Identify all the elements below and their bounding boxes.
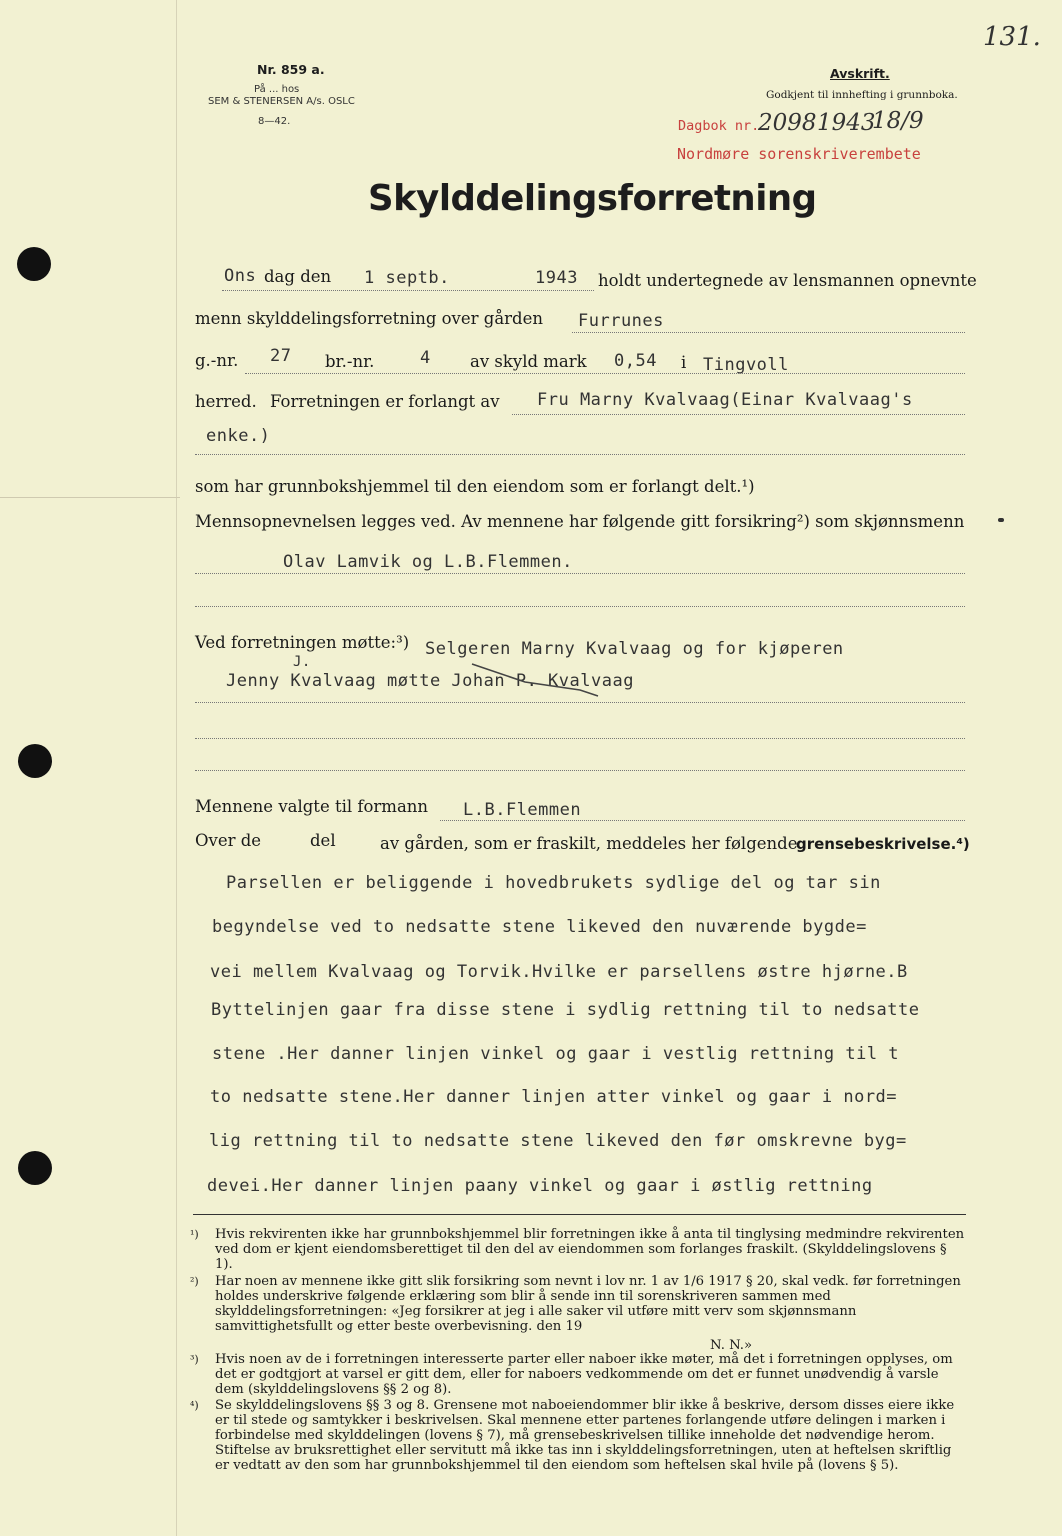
year-value: 1943 [535,268,578,288]
journal-number: 2098 [758,110,817,136]
in-label: i [681,353,687,372]
approval-text: Godkjent til innhefting i grunnboka. [766,89,958,101]
day-label: dag den [264,267,332,286]
copy-label: Avskrift. [830,66,890,81]
margin-line [176,0,177,1536]
fill-line [440,820,965,821]
footnote-marker: ⁴) [190,1399,199,1412]
fold-line [0,497,180,498]
fill-line [512,414,965,415]
journal-year: 1943 [817,110,876,136]
punch-hole [18,744,52,778]
fill-line [195,702,965,703]
fill-line [222,290,594,291]
footnote-text: Hvis rekvirenten ikke har grunnbokshjemmel blir forretningen ikke å anta til tinglysing medmindre rekvirenten ved dom er kjent eiendomsberettiget til den del av eiendommen som forlanges fraskilt. (Skylddelingslovens § 1). [215,1227,965,1272]
description-line: begyndelse ved to nedsatte stene likeved den nuværende bygde= [212,917,867,937]
fill-line [195,573,965,574]
skyld-label: av skyld mark [470,352,587,371]
form-number: Nr. 859 a. [257,62,325,77]
description-line: lig rettning til to nedsatte stene likeved den før omskrevne byg= [209,1131,907,1151]
mark-value: 0,54 [614,351,657,371]
description-line: Parsellen er beliggende i hovedbrukets sydlige del og tar sin [226,873,881,893]
boundary-heading: grensebeskrivelse.⁴) [796,835,970,853]
printer-line: SEM & STENERSEN A/s. OSLC [208,96,355,107]
journal-label: Dagbok nr. [678,118,760,134]
requester-value: Fru Marny Kvalvaag(Einar Kvalvaag's [537,390,913,410]
footnote-separator [193,1214,966,1215]
document-title: Skylddelingsforretning [368,178,817,219]
fill-line [195,738,965,739]
gnr-value: 27 [270,346,292,366]
footnote-marker: ²) [190,1275,199,1288]
footnote-2-signature [710,1338,830,1353]
page-number: 131. [983,22,1041,52]
fill-line [245,373,965,374]
farm-label: menn skylddelingsforretning over gården [195,309,544,328]
footnote-text: Har noen av mennene ikke gitt slik forsikring som nevnt i lov nr. 1 av 1/6 1917 § 20, skal vedk. før forretningen holdes underskrive følgende erklæring som blir å sende inn til sorenskriveren sammen med skylddelingsforretningen: «Jeg forsikrer at jeg i alle saker vil utføre mitt verv som skjønnsmann samvittighetsfullt og etter beste overbevisning. den 19 [215,1274,961,1334]
footnote-marker: ¹) [190,1228,199,1241]
boundary-intro: av gården, som er fraskilt, meddeles her følgende [380,834,798,853]
footnote-2 [190,1274,965,1334]
fill-line [195,454,965,455]
punch-hole [18,1151,52,1185]
fill-line [195,770,965,771]
description-line: stene .Her danner linjen vinkel og gaar i vestlig rettning til t [212,1044,900,1064]
footnote-4 [190,1398,965,1473]
fill-line [195,606,965,607]
punch-hole [17,247,51,281]
description-line: to nedsatte stene.Her danner linjen atter vinkel og gaar i nord= [210,1087,898,1107]
assessors-value: Olav Lamvik og L.B.Flemmen. [283,552,573,572]
bnr-label: br.-nr. [325,352,375,371]
date-value: 1 septb. [364,268,450,288]
title-holder-text: som har grunnbokshjemmel til den eiendom som er forlangt delt.¹) [195,477,755,496]
printer-line: 8—42. [258,116,291,127]
requested-label: Forretningen er forlangt av [270,392,500,411]
inserted-initial: J. [293,654,311,670]
part-label: Over de [195,831,262,850]
description-line: vei mellem Kvalvaag og Torvik.Hvilke er parsellens østre hjørne.B [210,962,908,982]
footnote-1 [190,1227,965,1272]
footnote-text: N. N.» [710,1338,753,1353]
attendance-value: Selgeren Marny Kvalvaag og for kjøperen [425,639,844,659]
chairman-label: Mennene valgte til formann [195,797,429,816]
appointment-text: Mennsopnevnelsen legges ved. Av mennene har følgende gitt forsikring²) som skjønnsmenn [195,512,965,531]
description-line: Byttelinjen gaar fra disse stene i sydlig rettning til to nedsatte [211,1000,920,1020]
farm-value: Furrunes [578,311,664,331]
footnote-text: Hvis noen av de i forretningen interesserte parter eller naboer ikke møter, må det i forretningen opplyses, om det er godtgjort at varsel er gitt dem, eller for naboers vedkommende om det er funnet unødvendig å varsle dem (skylddelingslovens §§ 2 og 8). [215,1352,953,1397]
intro-text: holdt undertegnede av lensmannen opnevnte [598,271,977,290]
part-del-label: del [310,831,336,850]
ink-mark [998,518,1004,522]
requester-value-cont: enke.) [206,426,271,446]
attendance-value-cont: Jenny Kvalvaag møtte Johan P. Kvalvaag [226,671,634,691]
fill-line [572,332,965,333]
chairman-value: L.B.Flemmen [463,800,582,820]
footnote-marker: ³) [190,1353,199,1366]
journal-date: 18/9 [872,108,924,134]
description-line: devei.Her danner linjen paany vinkel og gaar i østlig rettning [207,1176,873,1196]
printer-line: På ... hos [254,84,300,95]
handwritten-correction [470,660,600,700]
footnote-text: Se skylddelingslovens §§ 3 og 8. Grensene mot naboeiendommer blir ikke å beskrive, dersom disses eiere ikke er til stede og samtykker i beskrivelsen. Skal mennene etter partenes forlangende utføre delingen i marken i forbindelse med skylddelingen (lovens § 7), må grensebeskrivelsen tillike inneholde det nødvendige herom. Stiftelse av bruksrettighet eller servitutt må ikke tas inn i skylddelingsforretningen, uten at heftelsen skriftlig er vedtatt av den som har grunnbokshjemmel til den eiendom som heftelsen skal hvile på (lovens § 5). [215,1398,955,1473]
bnr-value: 4 [420,348,431,368]
footnote-3 [190,1352,965,1397]
office-stamp: Nordmøre sorenskriverembete [677,145,921,163]
weekday-value: Ons [224,266,257,286]
municipality-value: Tingvoll [703,355,789,375]
herred-label: herred. [195,392,257,411]
gnr-label: g.-nr. [195,351,239,370]
attendance-label: Ved forretningen møtte:³) [195,633,410,652]
